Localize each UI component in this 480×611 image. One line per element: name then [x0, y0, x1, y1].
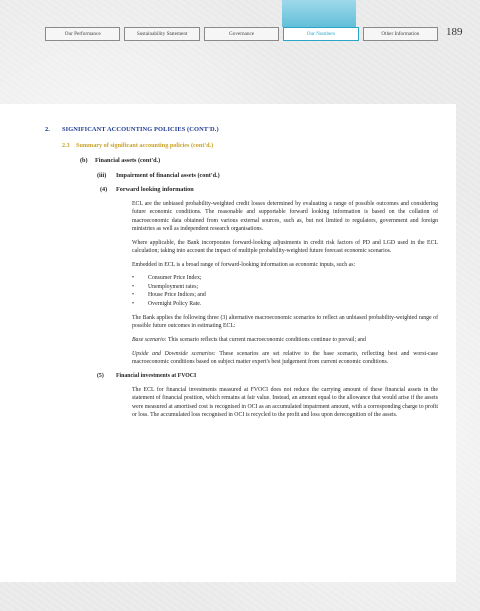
paragraph: The Bank applies the following three (3) alternative macroeconomic scenarios to reflect an unbiased probability-weighted range of possible future outcomes in estimating ECL:: [132, 315, 438, 330]
subsection-number: 2.3: [62, 142, 70, 149]
list-item: • Unemployment rates;: [132, 283, 438, 292]
section-heading: [45, 126, 219, 133]
item-heading: [80, 157, 160, 164]
section-title: SIGNIFICANT ACCOUNTING POLICIES (CONT'D.): [62, 126, 219, 133]
point-5-title: Financial investments at FVOCI: [116, 372, 197, 379]
paragraph: Embedded in ECL is a broad range of forward-looking information as economic inputs, such as:: [132, 261, 356, 268]
point-4-number: (4): [100, 186, 108, 193]
point-4-title: Forward looking information: [116, 186, 194, 193]
paragraph: The ECL for financial investments measured at FVOCI does not reduce the carrying amount of these financial assets in the statement of financial position, which remains at fair value. Instead, an amount equal to the allowance that would arise if the assets were measured at amortised cost is recognised in OCI as an accumulated impairment amount, with a corresponding charge to profit or loss. The accumulated loss recognised in OCI is recycled to the profit and loss upon derecognition of the assets.: [132, 386, 438, 418]
subitem-title: Impairment of financial assets (cont'd.): [116, 172, 220, 179]
scenario-label: Upside and Downside scenarios:: [132, 350, 216, 357]
point-5-number: (5): [97, 372, 104, 379]
paragraph: [132, 336, 438, 344]
economic-inputs-list: [132, 274, 438, 308]
point-4-heading: [100, 186, 194, 193]
subitem-number: (iii): [97, 172, 107, 179]
point-5-heading: [97, 372, 438, 380]
tab-sustainability-statement[interactable]: Sustainability Statement: [124, 27, 199, 41]
section-number: 2.: [45, 126, 50, 133]
scenario-label: Base scenario:: [132, 337, 167, 343]
item-title: Financial assets (cont'd.): [95, 157, 161, 164]
page-number: 189: [446, 26, 463, 38]
tab-our-numbers[interactable]: Our Numbers: [283, 27, 358, 41]
body-text: [97, 200, 438, 425]
tab-our-performance[interactable]: Our Performance: [45, 27, 120, 41]
paragraph: ECL are the unbiased probability-weighted credit losses determined by evaluating a range of possible outcomes and considering future economic conditions. The reasonable and supportable forward looking information is based on the collation of macroeconomic data obtained from various external sources, such as, but not limited to regulators, government and foreign ministries as well as independent research organisations.: [132, 201, 438, 232]
scenario-text: This scenario reflects that current macroeconomic conditions continue to prevail; and: [166, 337, 366, 343]
scenario-text: These scenarios are set relative to the base scenario, reflecting best and worst-case macroeconomic conditions based on subject matter expert's best judgement from current economic conditions.: [132, 350, 438, 365]
list-item: • House Price Indices; and: [132, 291, 438, 300]
paragraph: [132, 350, 438, 367]
section-navigation: [45, 27, 438, 41]
subitem-heading: [97, 172, 220, 179]
item-number: (b): [80, 157, 88, 164]
paragraph: Where applicable, the Bank incorporates forward-looking adjustments in credit risk factors of PD and LGD used in the ECL calculation; taking into account the impact of multiple probability-weighted future forecast economic scenarios.: [132, 239, 438, 254]
tab-other-information[interactable]: Other Information: [363, 27, 438, 41]
tab-governance[interactable]: Governance: [204, 27, 279, 41]
active-tab-flag: [282, 0, 356, 27]
subsection-heading: [62, 142, 213, 149]
list-item: • Overnight Policy Rate.: [132, 300, 438, 309]
list-item: • Consumer Price Index;: [132, 274, 438, 283]
subsection-title: Summary of significant accounting policies (cont'd.): [76, 142, 214, 149]
